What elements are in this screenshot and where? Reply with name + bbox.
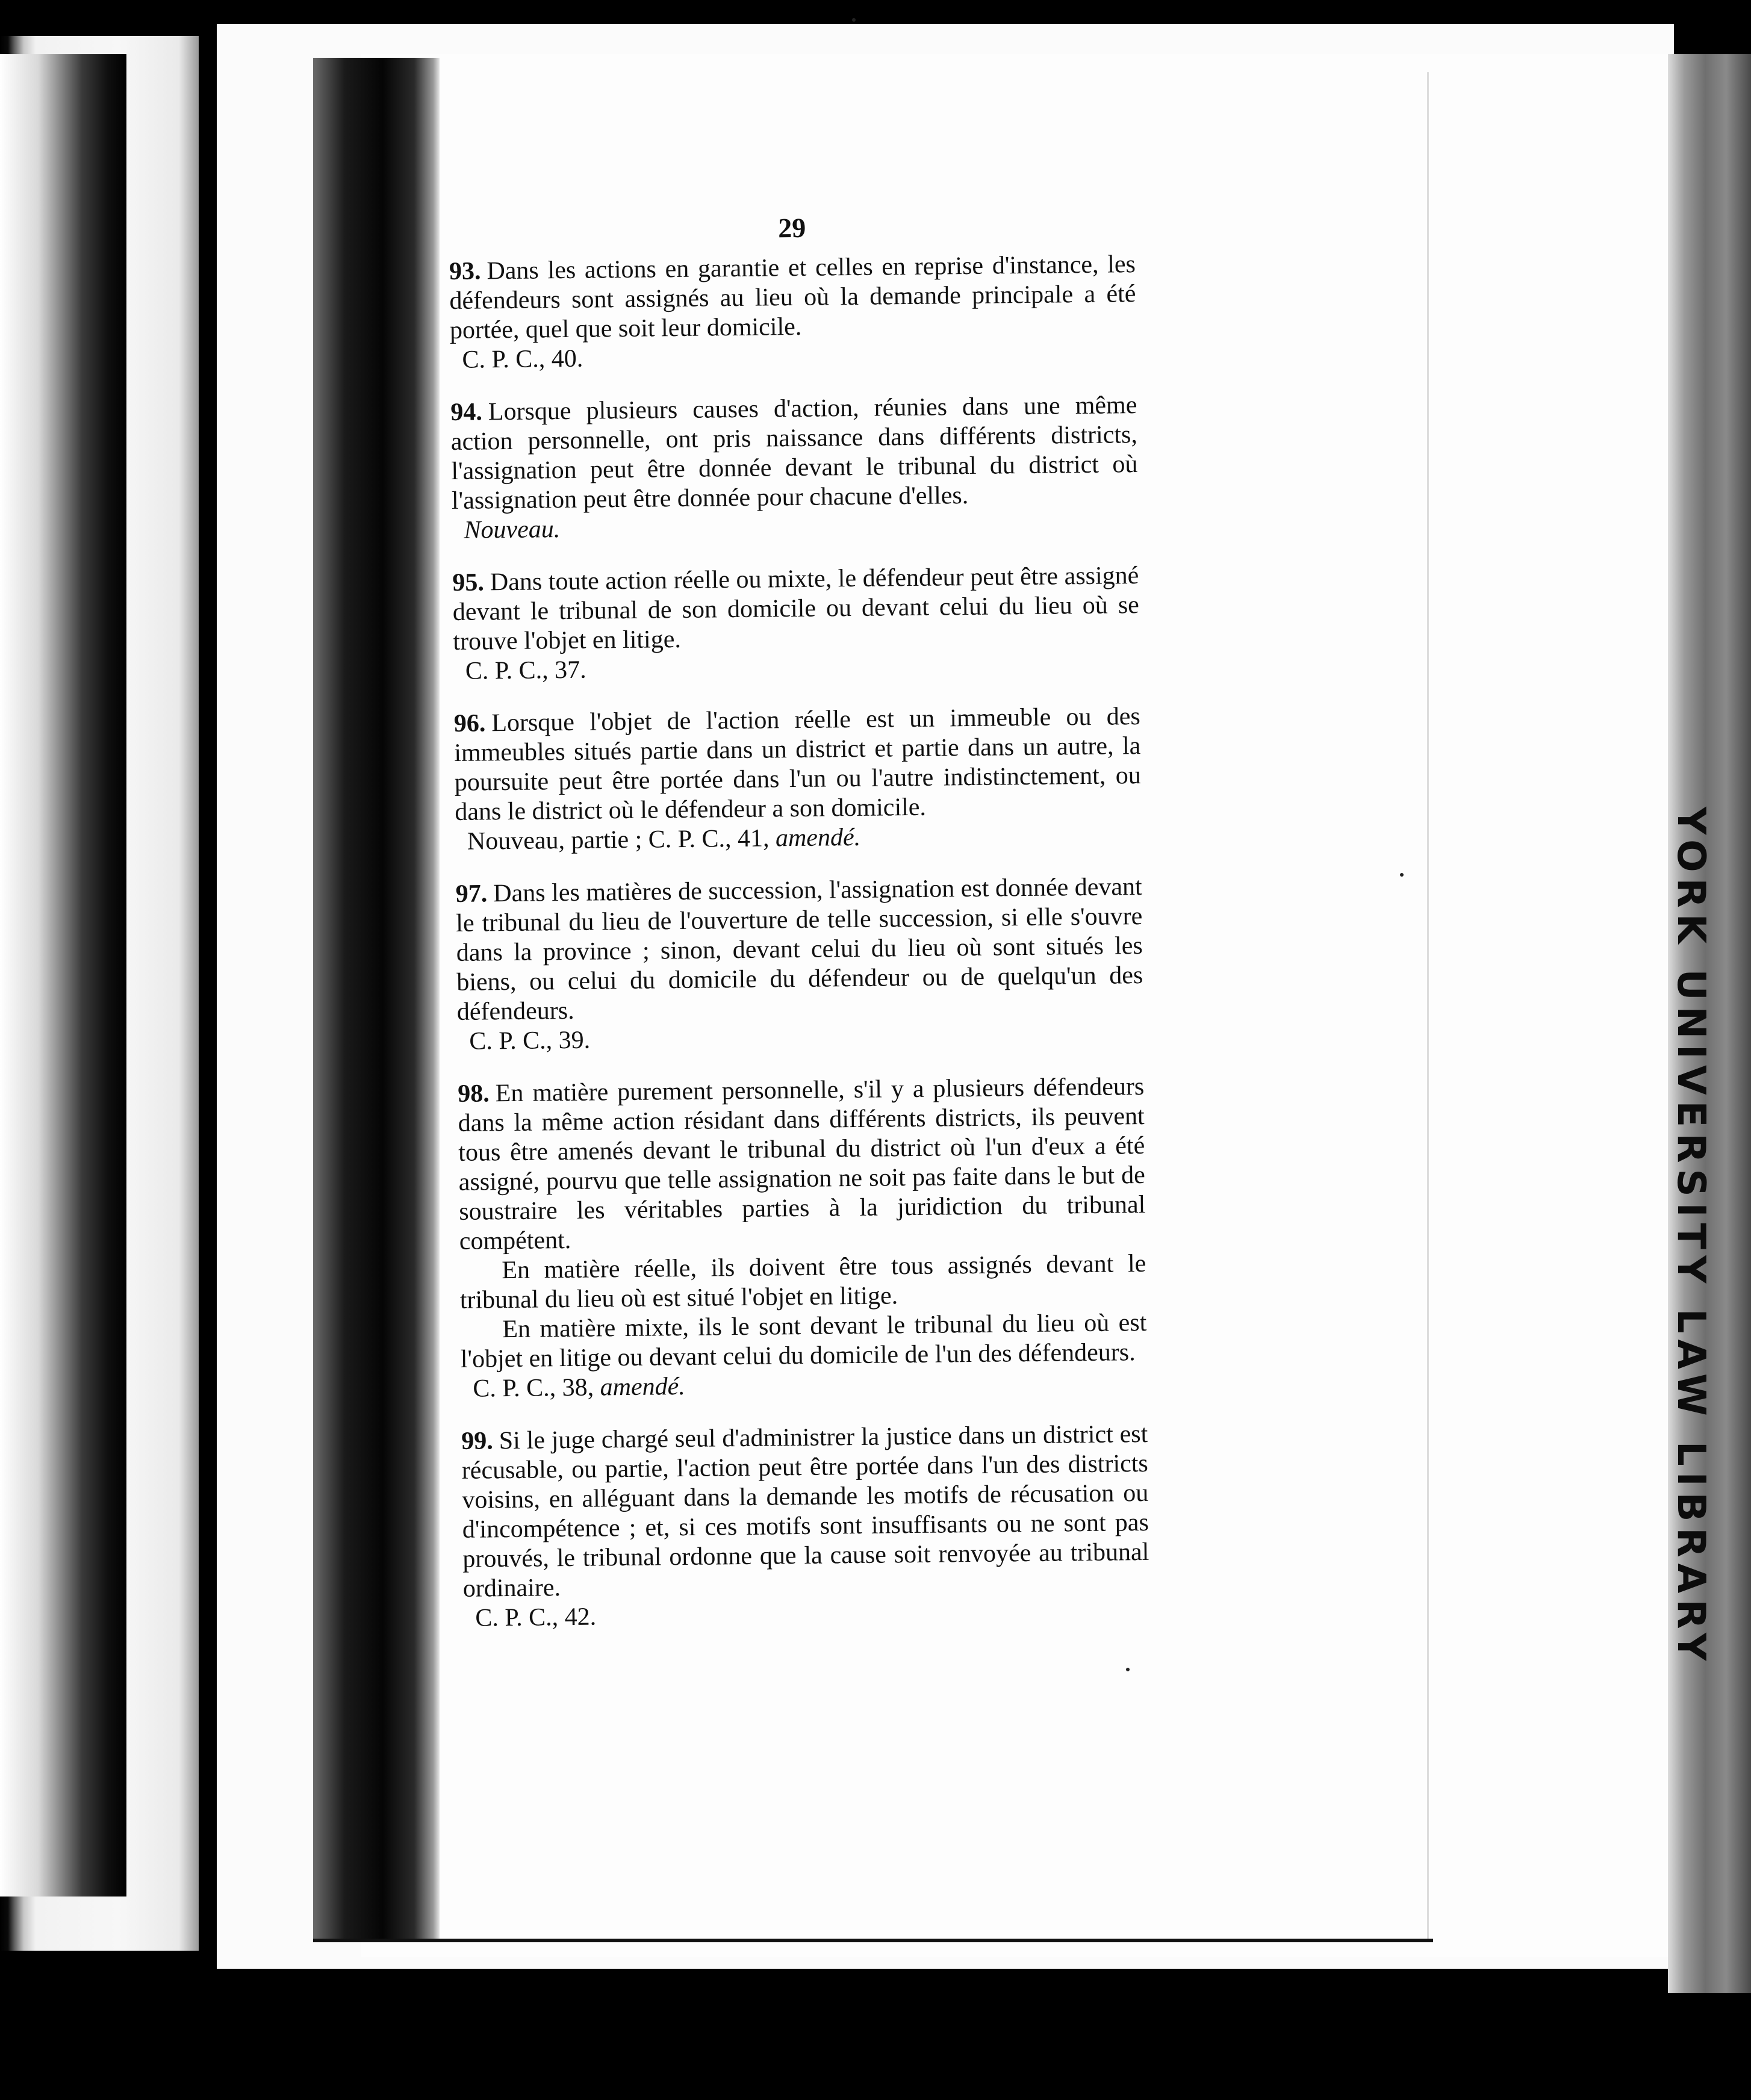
previous-page-shadow — [0, 54, 126, 1897]
article-paragraph — [456, 872, 1144, 1027]
article-text: Si le juge chargé seul d'administrer la justice dans un district est récusable, ou partie, l'action peut être portée dans l'un des districts voisins, en alléguant dans la demande les motifs de récusation ou d'incompétence ; et, si ces motifs sont insuffisants ou ne sont pas prouvés, le tribunal ordonne que la cause soit renvoyée au tribunal ordinaire. — [461, 1420, 1149, 1603]
article-number: 95. — [452, 568, 485, 597]
article-number: 97. — [455, 880, 488, 908]
article-97 — [456, 872, 1144, 1057]
printed-page — [449, 210, 1150, 1656]
article-number: 99. — [461, 1427, 494, 1455]
source-reference: C. P. C., 38, — [473, 1373, 594, 1403]
previous-page-edge — [0, 36, 199, 1951]
bottom-edge-line — [313, 1939, 1433, 1942]
article-text: Lorsque plusieurs causes d'action, réunies dans une même action personnelle, ont pris naissance dans différents districts, l'assignation peut être donnée devant le tribunal du district où l'assignation peut être donnée pour chacune d'elles. — [450, 391, 1138, 515]
spine-label: YORK UNIVERSITY LAW LIBRARY — [1669, 807, 1713, 1667]
source-note: amendé. — [775, 823, 861, 853]
article-94 — [450, 391, 1139, 545]
article-paragraph — [452, 561, 1139, 657]
scan-speck — [852, 18, 856, 22]
article-number: 98. — [458, 1080, 490, 1108]
article-number: 93. — [449, 257, 481, 285]
article-93 — [449, 250, 1137, 375]
article-text: Dans toute action réelle ou mixte, le défendeur peut être assigné devant le tribunal de son domicile ou devant celui du lieu où se trouve l'objet en litige. — [452, 562, 1140, 656]
article-paragraph — [458, 1072, 1146, 1257]
article-continuation: En matière réelle, ils doivent être tous assignés devant le tribunal du lieu où est situé l'objet en litige. — [459, 1249, 1146, 1314]
article-source — [450, 338, 1136, 375]
article-99 — [461, 1420, 1150, 1633]
article-text: Dans les actions en garantie et celles en reprise d'instance, les défendeurs sont assignés au lieu où la demande principale a été portée, quel que soit leur domicile. — [449, 250, 1136, 344]
page-margin-line — [1427, 72, 1429, 1939]
article-text: Lorsque l'objet de l'action réelle est un immeuble ou des immeubles situés partie dans un district et partie dans un autre, la poursuite peut être portée dans l'un ou l'autre indistinctement, ou dans le district où le défendeur a son domicile. — [454, 703, 1142, 826]
scan-speck — [1126, 1668, 1130, 1671]
source-reference: Nouveau. — [464, 515, 561, 544]
article-source — [461, 1367, 1147, 1404]
article-text: En matière purement personnelle, s'il y a plusieurs défendeurs dans la même action résidant dans différents districts, ils peuvent tous être amenés devant le tribunal du district où l'un d'eux a été assigné, pourvu que telle assignation ne soit pas faite dans le but de soustraire les véritables parties à la juridiction du tribunal compétent. — [458, 1072, 1146, 1255]
article-continuation: En matière mixte, ils le sont devant le tribunal du lieu où est l'objet en litige ou devant celui du domicile de l'un des défendeurs. — [460, 1308, 1147, 1373]
article-paragraph — [454, 702, 1142, 827]
article-text: Dans les matières de succession, l'assignation est donnée devant le tribunal du lieu de l'ouverture de telle succession, si elle s'ouvre dans la province ; sinon, devant celui du lieu où sont situés les biens, ou celui du domicile du défendeur ou de quelqu'un des défendeurs. — [456, 873, 1143, 1026]
article-source — [452, 509, 1138, 545]
page-number: 29 — [777, 212, 806, 244]
article-paragraph — [449, 250, 1136, 346]
article-98 — [458, 1072, 1148, 1404]
source-reference: C. P. C., 40. — [462, 344, 583, 374]
source-note: amendé. — [600, 1372, 685, 1402]
binding-shadow — [313, 58, 440, 1942]
source-reference: C. P. C., 39. — [469, 1026, 591, 1055]
source-reference: C. P. C., 42. — [475, 1603, 597, 1632]
source-reference: Nouveau, partie ; C. P. C., 41, — [467, 824, 770, 856]
article-number: 96. — [453, 709, 486, 738]
article-95 — [452, 561, 1140, 686]
article-number: 94. — [450, 398, 483, 426]
source-reference: C. P. C., 37. — [465, 656, 586, 685]
article-96 — [454, 702, 1142, 857]
article-source — [457, 1020, 1143, 1057]
article-paragraph — [450, 391, 1138, 516]
scan-speck — [1400, 873, 1404, 877]
article-paragraph — [461, 1420, 1149, 1604]
